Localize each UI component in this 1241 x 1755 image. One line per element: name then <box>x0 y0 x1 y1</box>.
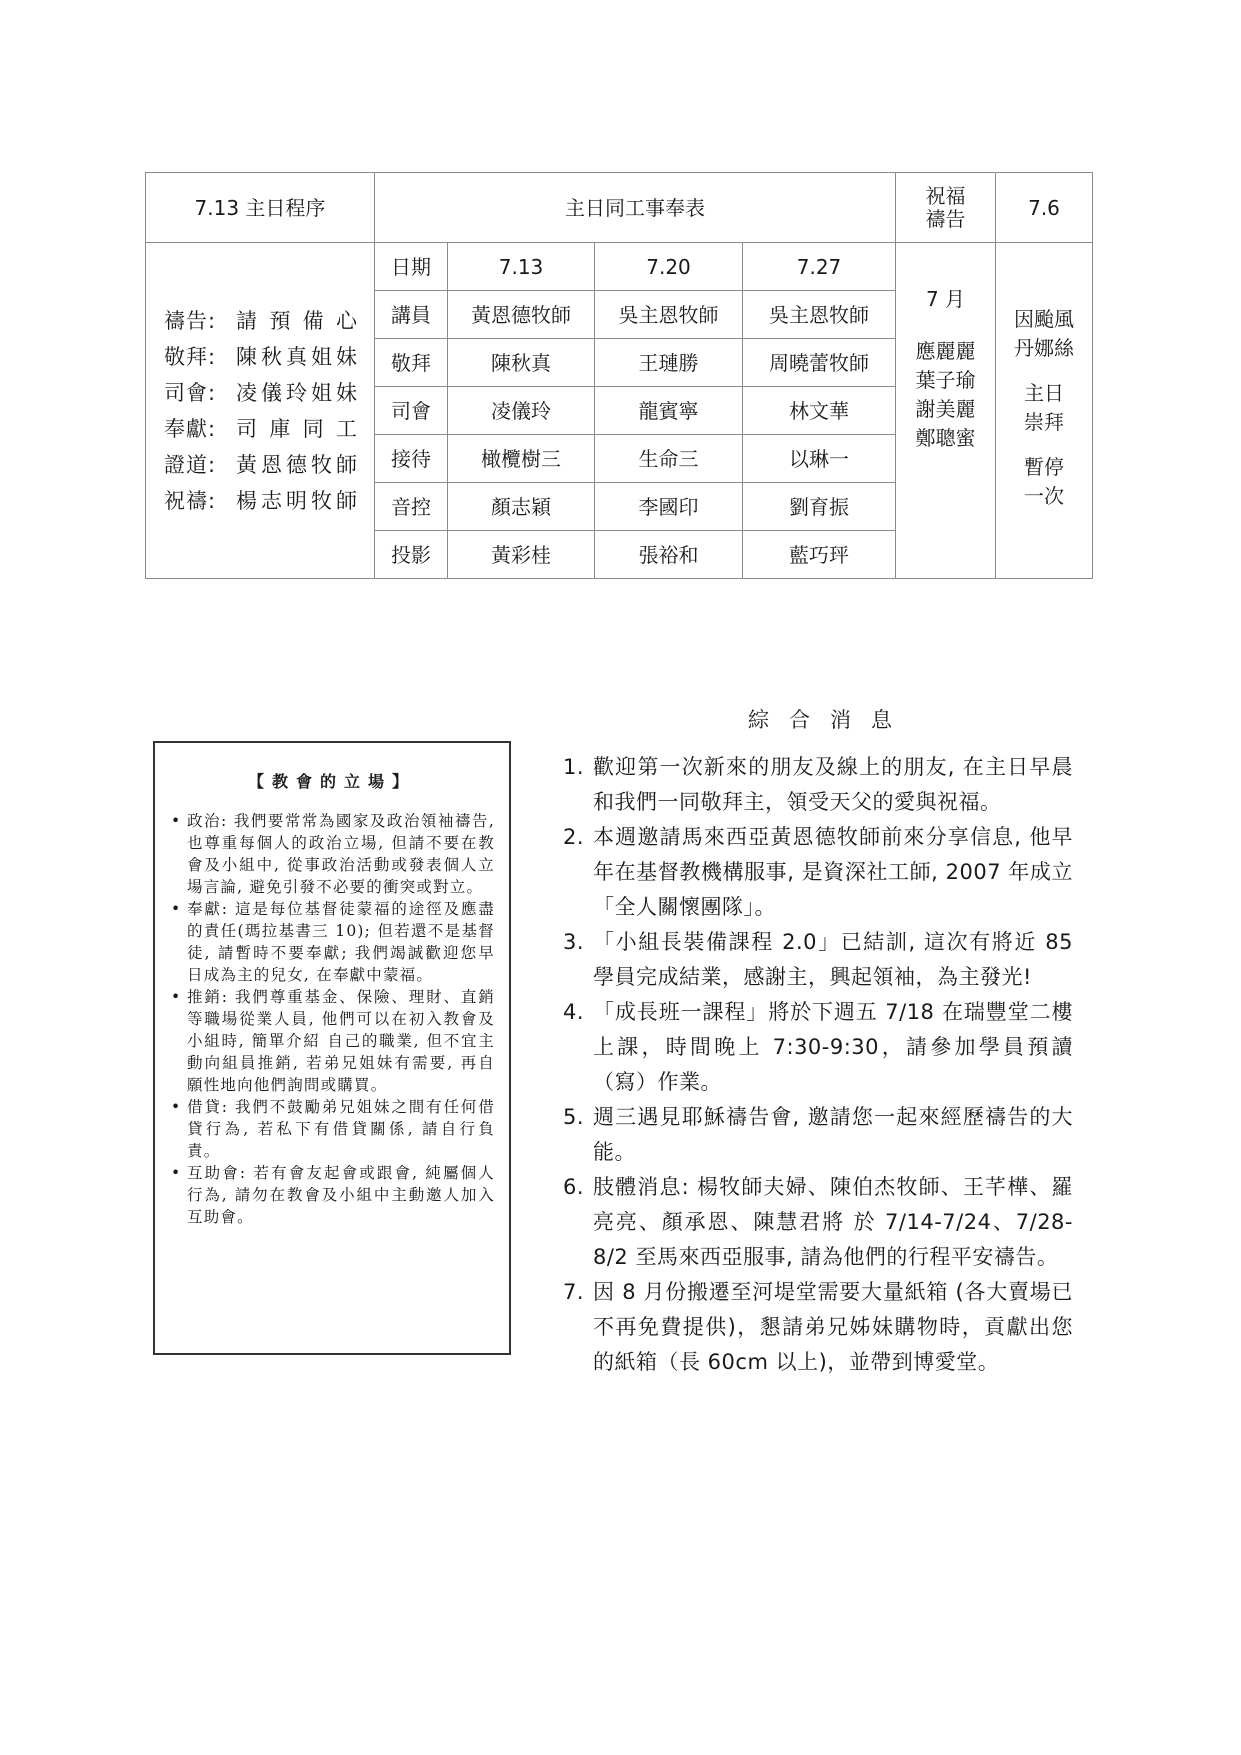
news-text: 因 8 月份搬遷至河堤堂需要大量紙箱 (各大賣場已不再免費提供)，懇請弟兄姊妹購物時，貢獻出您的紙箱（長 60cm 以上)，並帶到博愛堂。 <box>593 1280 1073 1374</box>
roster-row <box>146 243 1093 291</box>
roster-cell: 林文華 <box>743 387 896 435</box>
roster-label: 日期 <box>375 243 448 291</box>
roster-cell: 李國印 <box>595 483 743 531</box>
pause-notice <box>996 305 1092 511</box>
program-char: 師 <box>336 488 358 513</box>
roster-label: 音控 <box>375 483 448 531</box>
notice-line: 丹娜絲 <box>1014 336 1074 360</box>
program-value <box>236 411 358 447</box>
stance-title: 【教會的立場】 <box>247 772 416 791</box>
blessing-cell <box>896 243 996 579</box>
program-role: 司會: <box>164 380 217 405</box>
news-list <box>563 750 1073 1380</box>
stance-item: • 借貸: 我們不鼓勵弟兄姐妹之間有任何借貸行為, 若私下有借貸關係, 請自行負責。 <box>169 1096 495 1162</box>
blessing-header <box>896 173 996 243</box>
roster-cell: 吳主恩牧師 <box>595 291 743 339</box>
roster-label: 接待 <box>375 435 448 483</box>
program-char: 德 <box>286 452 308 477</box>
blessing-name: 應麗麗 <box>915 339 976 363</box>
program-value <box>236 483 358 519</box>
program-char: 請 <box>236 308 258 333</box>
program-char: 秋 <box>261 344 283 369</box>
roster-label: 司會 <box>375 387 448 435</box>
stance-item: • 推銷: 我們尊重基金、保險、理財、直銷等職場從業人員, 他們可以在初入教會及小組時, 簡單介紹 自己的職業, 但不宜主動向組員推銷, 若弟兄姐妹有需要, 再自願性地向他們詢問或購買。 <box>169 986 495 1096</box>
program-char: 同 <box>302 416 325 441</box>
program-char: 恩 <box>261 452 283 477</box>
program-char: 工 <box>335 416 358 441</box>
program-char: 凌 <box>236 380 258 405</box>
schedule-table <box>145 172 1093 579</box>
program-char: 志 <box>261 488 283 513</box>
news-number: 3. <box>563 930 585 954</box>
roster-label: 投影 <box>375 531 448 579</box>
roster-label: 敬拜 <box>375 339 448 387</box>
news-item <box>563 1100 1073 1170</box>
program-line <box>164 339 358 375</box>
program-char: 師 <box>336 452 358 477</box>
roster-cell: 藍巧玶 <box>743 531 896 579</box>
news-number: 2. <box>563 825 585 849</box>
blessing-header-line: 禱告 <box>925 206 966 231</box>
program-value <box>236 375 358 411</box>
program-line <box>164 303 358 339</box>
stance-item: • 政治: 我們要常常為國家及政治領袖禱告, 也尊重每個人的政治立場, 但請不要在教會及小組中, 從事政治活動或發表個人立場言論, 避免引發不必要的衝突或對立。 <box>169 810 495 898</box>
program-char: 司 <box>236 416 258 441</box>
program-char: 心 <box>335 308 358 333</box>
roster-date: 7.27 <box>743 243 896 291</box>
roster-date: 7.20 <box>595 243 743 291</box>
roster-cell: 黃彩桂 <box>448 531 595 579</box>
stance-item: • 奉獻: 這是每位基督徒蒙福的途徑及應盡的責任(瑪拉基書三 10); 但若還不是基督徒, 請暫時不要奉獻; 我們竭誠歡迎您早日成為主的兒女, 在奉獻中蒙福。 <box>169 898 495 986</box>
program-char: 備 <box>302 308 325 333</box>
program-role: 奉獻: <box>164 416 217 441</box>
roster-cell: 王璉勝 <box>595 339 743 387</box>
news-text: 週三遇見耶穌禱告會, 邀請您一起來經歷禱告的大能。 <box>593 1105 1073 1164</box>
notice-line: 因颱風 <box>1014 307 1074 331</box>
program-char: 真 <box>286 344 308 369</box>
program-char: 庫 <box>269 416 292 441</box>
extra-header: 7.6 <box>996 173 1093 243</box>
program-role: 敬拜: <box>164 344 217 369</box>
program-char: 楊 <box>236 488 258 513</box>
blessing-header-line: 祝福 <box>925 183 966 208</box>
blessing-month: 7 月 <box>925 287 966 311</box>
program-char: 儀 <box>261 380 283 405</box>
roster-cell: 龍賓寧 <box>595 387 743 435</box>
roster-cell: 劉育振 <box>743 483 896 531</box>
news-number: 1. <box>563 755 585 779</box>
program-value <box>236 447 358 483</box>
program-char: 牧 <box>311 488 333 513</box>
stance-list <box>155 810 509 1228</box>
program-char: 明 <box>286 488 308 513</box>
notice-line: 崇拜 <box>1024 410 1064 434</box>
news-item <box>563 750 1073 820</box>
roster-header: 主日同工事奉表 <box>375 173 896 243</box>
program-char: 妹 <box>336 380 358 405</box>
program-char: 姐 <box>311 380 333 405</box>
news-number: 6. <box>563 1175 585 1199</box>
program-cell <box>146 243 375 579</box>
blessing-name: 葉子瑜 <box>915 368 976 392</box>
program-line <box>164 375 358 411</box>
news-item <box>563 995 1073 1100</box>
notice-line: 主日 <box>1024 381 1064 405</box>
notice-line: 暫停 <box>1024 455 1064 479</box>
roster-cell: 張裕和 <box>595 531 743 579</box>
news-item <box>563 1275 1073 1380</box>
roster-label: 講員 <box>375 291 448 339</box>
roster-date: 7.13 <box>448 243 595 291</box>
news-number: 5. <box>563 1105 585 1129</box>
blessing-name: 謝美麗 <box>915 397 976 421</box>
program-char: 牧 <box>311 452 333 477</box>
news-text: 歡迎第一次新來的朋友及線上的朋友, 在主日早晨和我們一同敬拜主，領受天父的愛與祝福。 <box>593 755 1073 814</box>
program-char: 妹 <box>336 344 358 369</box>
news-text: 「小組長裝備課程 2.0」已結訓, 這次有將近 85 學員完成結業，感謝主，興起領袖，為主發光! <box>593 930 1073 989</box>
news-text: 「成長班一課程」將於下週五 7/18 在瑞豐堂二樓上課，時間晚上 7:30-9:30，請參加學員預讀（寫）作業。 <box>593 1000 1073 1094</box>
roster-cell: 陳秋真 <box>448 339 595 387</box>
program-role: 禱告: <box>164 308 217 333</box>
program-value <box>236 339 358 375</box>
program-role: 證道: <box>164 452 217 477</box>
news-text: 本週邀請馬來西亞黃恩德牧師前來分享信息, 他早年在基督教機構服事, 是資深社工師, 2007 年成立「全人關懷團隊」。 <box>593 825 1073 919</box>
program-line <box>164 447 358 483</box>
news-title: 綜合消息 <box>748 708 912 732</box>
notice-line: 一次 <box>1024 484 1064 508</box>
program-list <box>146 303 358 519</box>
roster-cell: 生命三 <box>595 435 743 483</box>
blessing-names <box>896 337 995 453</box>
news-item <box>563 820 1073 925</box>
schedule-header-row <box>146 173 1093 243</box>
roster-cell: 吳主恩牧師 <box>743 291 896 339</box>
program-char: 預 <box>269 308 292 333</box>
program-char: 姐 <box>311 344 333 369</box>
program-value <box>236 303 358 339</box>
news-number: 7. <box>563 1280 585 1304</box>
roster-cell: 橄欖樹三 <box>448 435 595 483</box>
roster-cell: 顏志穎 <box>448 483 595 531</box>
program-char: 玲 <box>286 380 308 405</box>
news-number: 4. <box>563 1000 585 1024</box>
program-line <box>164 483 358 519</box>
roster-cell: 凌儀玲 <box>448 387 595 435</box>
roster-cell: 以琳一 <box>743 435 896 483</box>
program-char: 陳 <box>236 344 258 369</box>
pause-notice-cell <box>996 243 1093 579</box>
program-role: 祝禱: <box>164 488 217 513</box>
news-item <box>563 1170 1073 1275</box>
news-text: 肢體消息: 楊牧師夫婦、陳伯杰牧師、王芊樺、羅亮亮、顏承恩、陳慧君將 於 7/14-7/24、7/28-8/2 至馬來西亞服事, 請為他們的行程平安禱告。 <box>593 1175 1073 1269</box>
roster-cell: 黃恩德牧師 <box>448 291 595 339</box>
blessing-name: 鄭聰蜜 <box>915 426 976 450</box>
program-header: 7.13 主日程序 <box>146 173 375 243</box>
news-item <box>563 925 1073 995</box>
roster-cell: 周曉蕾牧師 <box>743 339 896 387</box>
stance-item: • 互助會: 若有會友起會或跟會, 純屬個人行為, 請勿在教會及小組中主動邀人加入互助會。 <box>169 1162 495 1228</box>
program-char: 黃 <box>236 452 258 477</box>
program-line <box>164 411 358 447</box>
church-stance-box <box>153 741 511 1355</box>
